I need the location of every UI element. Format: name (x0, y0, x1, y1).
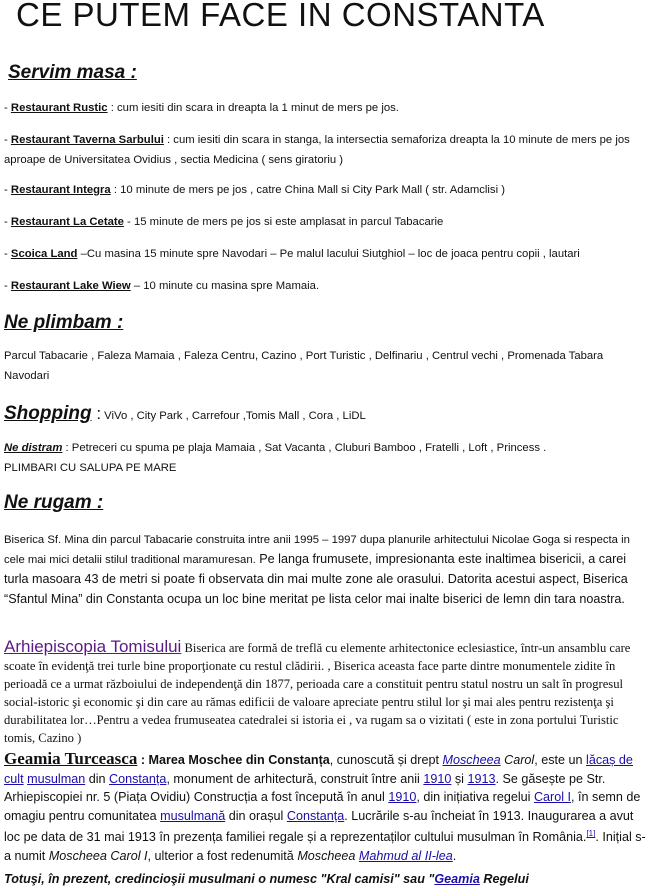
restaurant-name: Restaurant Taverna Sarbului (10, 134, 164, 146)
restaurant-name: Restaurant Integra (10, 184, 111, 196)
geamia-text: . (452, 849, 457, 864)
list-item (4, 130, 646, 170)
distram-paragraph (4, 438, 646, 478)
link-moscheea[interactable]: Moscheea (442, 753, 501, 767)
restaurant-name: Scoica Land (10, 248, 78, 260)
list-item (4, 276, 646, 296)
link-musulman[interactable]: musulman (27, 771, 86, 786)
link-constanta-second[interactable]: Constanța (286, 808, 345, 823)
shopping-colon: : (91, 404, 102, 423)
restaurant-name: Restaurant La Cetate (10, 216, 124, 228)
link-geamia[interactable]: Geamia (434, 872, 480, 886)
geamia-text: , ulterior a fost redenumită (147, 849, 298, 864)
link-1910-second[interactable]: 1910 (388, 790, 417, 805)
restaurant-name: Restaurant Lake Wiew (10, 280, 131, 292)
restaurant-description: : cum iesiti din scara in dreapta la 1 minut de mers pe jos. (107, 102, 399, 114)
plimbam-paragraph: Parcul Tabacarie , Faleza Mamaia , Faleza Centru, Cazino , Port Turistic , Delfinariu , Centrul vechi , Promenada Tabara Navodari (4, 350, 604, 382)
list-item (4, 244, 646, 264)
link-constanta[interactable]: Constanța (109, 771, 167, 786)
rugam-paragraph (4, 530, 646, 610)
heading-servim-masa: Servim masa : (8, 62, 137, 83)
item-dash: - (4, 102, 11, 114)
list-item (4, 180, 646, 200)
heading-ne-distram: Ne distram (4, 442, 63, 454)
restaurant-description: –Cu masina 15 minute spre Navodari – Pe malul lacului Siutghiol – loc de joaca pentru copii , lautari (77, 248, 580, 260)
geamia-text: , în semn de omagiu pentru comunitatea (4, 790, 641, 823)
geamia-bold-name: Marea Moschee din Constanța (148, 753, 330, 767)
heading-shopping: Shopping (4, 403, 92, 424)
link-1910[interactable]: 1910 (423, 771, 452, 786)
arhiepiscopia-link[interactable]: Arhiepiscopia Tomisului (4, 637, 182, 656)
distram-line2: PLIMBARI CU SALUPA PE MARE (4, 462, 177, 474)
closing-text: Totuşi, în prezent, credincioşii musulmani o numesc "Kral camisi" sau " (4, 872, 435, 886)
heading-geamia-turceasca: Geamia Turceasca (4, 749, 138, 768)
geamia-text: . Lucrările s-au încheiat în 1913. Inaugurarea a avut loc pe data de 31 mai 1913 în prezența familiei regale și a reprezentaților cultului musulman în România. (4, 808, 634, 845)
restaurant-description: - 15 minute de mers pe jos si este amplasat in parcul Tabacarie (123, 216, 444, 228)
heading-ne-plimbam: Ne plimbam : (4, 312, 124, 333)
item-dash: - (4, 134, 11, 146)
closing-end: Regelui (479, 872, 529, 886)
geamia-text: , cunoscută și drept (329, 753, 443, 767)
geamia-text: din orașul (225, 808, 287, 823)
page-title: CE PUTEM FACE IN CONSTANTA (16, 0, 545, 33)
link-mahmud[interactable]: Mahmud al II-lea (358, 849, 453, 864)
item-dash: - (4, 280, 11, 292)
arhiepiscopia-paragraph (4, 638, 646, 747)
footnote-link[interactable]: [1] (586, 829, 596, 839)
list-item (4, 98, 646, 118)
item-dash: - (4, 184, 11, 196)
link-musulmana[interactable]: musulmană (160, 808, 226, 823)
heading-ne-rugam: Ne rugam : (4, 492, 104, 513)
link-carol-i[interactable]: Carol I (533, 790, 572, 805)
list-item (4, 212, 646, 232)
shopping-list: ViVo , City Park , Carrefour ,Tomis Mall , Cora , LiDL (101, 410, 366, 422)
rugam-intro: Biserica Sf. Mina din parcul Tabacarie construita intre anii 1995 – 1997 dupa planurile arhitectului Nicolae Goga si respecta in cele mai mici detalii stilul traditional maramuresan. (4, 534, 630, 566)
geamia-text: , din inițiativa regelui (416, 790, 534, 805)
link-lacas-de-cult[interactable]: lăcaș de cult (4, 753, 633, 786)
geamia-italic-name: Moscheea Carol I (48, 849, 148, 864)
geamia-colon: : (137, 753, 149, 767)
restaurant-description: – 10 minute cu masina spre Mamaia. (130, 280, 320, 292)
distram-text: : Petreceri cu spuma pe plaja Mamaia , Sat Vacanta , Cluburi Bamboo , Fratelli , Loft , Princess . (62, 442, 547, 454)
restaurant-name: Restaurant Rustic (10, 102, 108, 114)
geamia-text: . Se găsește pe Str. Arhiepiscopiei nr. 5 (Piața Ovidiu) Construcția a fost începută în anul (4, 771, 606, 805)
item-dash: - (4, 216, 11, 228)
restaurant-description: : 10 minute de mers pe jos , catre China Mall si City Park Mall ( str. Adamclisi ) (110, 184, 505, 196)
restaurant-description: : cum iesiti din scara in stanga, la intersectia semaforiza dreapta la 10 minute de mers pe jos aproape de Universitatea Ovidius , sectia Medicina ( sens giratoriu ) (4, 134, 630, 166)
shopping-line (4, 402, 646, 428)
link-1913[interactable]: 1913 (467, 771, 496, 786)
geamia-italic-name: Moscheea (297, 849, 359, 864)
geamia-text: Carol (500, 753, 535, 767)
item-dash: - (4, 248, 11, 260)
geamia-text: , monument de arhitectură, construit între anii (166, 771, 424, 786)
geamia-paragraph (4, 750, 646, 866)
geamia-text: din (85, 771, 110, 786)
rugam-details: Pe langa frumusete, impresionanta este inaltimea bisericii, a carei turla masoara 43 de metri si poate fi observata din mai multe zone ale orasului. Datorita acestui aspect, Biserica “Sfantul Mina” din Constanta ocupa un loc bine meritat pe lista celor mai inalte biserici de lemn din tara noastra. (4, 552, 628, 606)
geamia-text: . Inițial s-a numit (4, 830, 646, 864)
geamia-text: , este un (534, 753, 587, 767)
closing-line (4, 872, 529, 886)
arhiepiscopia-text: Biserica are formă de treflă cu elemente arhitectonice eclesiastice, într-un ansamblu care scoate în evidenţă trei turle bine proporţionate cu restul clădirii. , Biserica aceasta face parte dintre monumentele zidite în perioadă ce a urmat războiului de independenţă din 1877, perioada care a constituit pentru statul nostru un salt în progresul social-istoric şi economic şi din care au rămas edificii de valoare apreciate pentru stilul lor şi mai ales pentru rezistenţa şi durabilitatea lor…Pentru a vedea frumuseatea catedralei si istoria ei , va rugam sa o vizitati ( este in zona portului Turistic tomis, Cazino ) (4, 641, 631, 745)
geamia-text: și (451, 771, 468, 786)
